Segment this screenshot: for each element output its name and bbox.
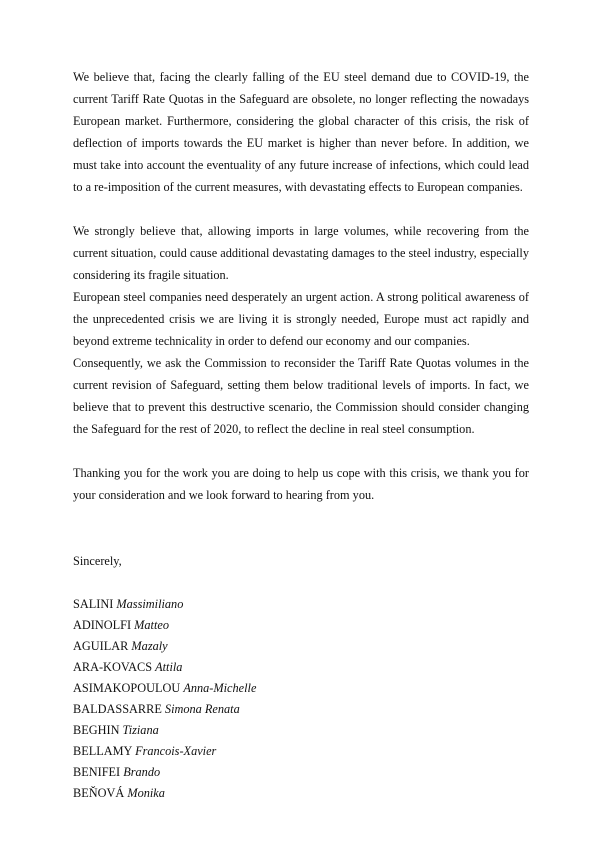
signatory-surname: ARA-KOVACS <box>73 660 153 674</box>
paragraph-commission-request: Consequently, we ask the Commission to reconsider the Tariff Rate Quotas volumes in the current revision of Safeguard, setting them below traditional levels of imports. In fact, we believe that to prevent this destructive scenario, the Commission should consider changing the Safeguard for the rest of 2020, to reflect the decline in real steel consumption. <box>73 356 529 436</box>
paragraph-urgent-action: European steel companies need desperately an urgent action. A strong political awareness of the unprecedented crisis we are living it is strongly needed, Europe must act rapidly and beyond extreme technicality in order to defend our economy and our companies. <box>73 290 529 348</box>
closing-salutation: Sincerely, <box>73 554 122 568</box>
signatory-surname: SALINI <box>73 597 114 611</box>
paragraph-safeguard-obsolete: We believe that, facing the clearly falling of the EU steel demand due to COVID-19, the current Tariff Rate Quotas in the Safeguard are obsolete, no longer reflecting the nowadays European market. Furthermore, considering the global character of this crisis, the risk of deflection of imports towards the EU market is higher than never before. In addition, we must take into account the eventuality of any future increase of infections, which could lead to a re-imposition of the current measures, with devastating effects to European companies. <box>73 70 529 194</box>
signatory-given-name: Monika <box>127 786 165 800</box>
signatory-given-name: Attila <box>155 660 183 674</box>
closing-spacer <box>73 506 529 550</box>
signatory-given-name: Tiziana <box>122 723 159 737</box>
signatory-surname: AGUILAR <box>73 639 129 653</box>
signatory-given-name: Matteo <box>134 618 169 632</box>
signatory-name <box>73 783 529 804</box>
signatory-name <box>73 762 529 783</box>
letter-page <box>73 66 529 804</box>
signatory-surname: BALDASSARRE <box>73 702 162 716</box>
signatory-given-name: Mazaly <box>131 639 168 653</box>
signatory-name <box>73 594 529 615</box>
signatory-given-name: Anna-Michelle <box>183 681 257 695</box>
signatories-spacer <box>73 572 529 594</box>
signatories-list <box>73 594 529 804</box>
paragraph-spacer <box>73 440 529 462</box>
signatory-name <box>73 699 529 720</box>
signatory-given-name: Brando <box>123 765 161 779</box>
signatory-surname: ADINOLFI <box>73 618 132 632</box>
signatory-name <box>73 678 529 699</box>
signatory-surname: ASIMAKOPOULOU <box>73 681 181 695</box>
signatory-name <box>73 741 529 762</box>
signatory-surname: BEŇOVÁ <box>73 786 125 800</box>
signatory-name <box>73 615 529 636</box>
signatory-surname: BEGHIN <box>73 723 120 737</box>
signatory-name <box>73 657 529 678</box>
signatory-given-name: Simona Renata <box>164 702 240 716</box>
signatory-surname: BELLAMY <box>73 744 132 758</box>
paragraph-thanks: Thanking you for the work you are doing to help us cope with this crisis, we thank you for your consideration and we look forward to hearing from you. <box>73 466 529 502</box>
paragraph-spacer <box>73 198 529 220</box>
signatory-surname: BENIFEI <box>73 765 121 779</box>
signatory-name <box>73 720 529 741</box>
paragraph-imports-risk: We strongly believe that, allowing imports in large volumes, while recovering from the current situation, could cause additional devastating damages to the steel industry, especially considering its fragile situation. <box>73 224 529 282</box>
signatory-given-name: Massimiliano <box>116 597 184 611</box>
signatory-given-name: Francois-Xavier <box>135 744 217 758</box>
signatory-name <box>73 636 529 657</box>
